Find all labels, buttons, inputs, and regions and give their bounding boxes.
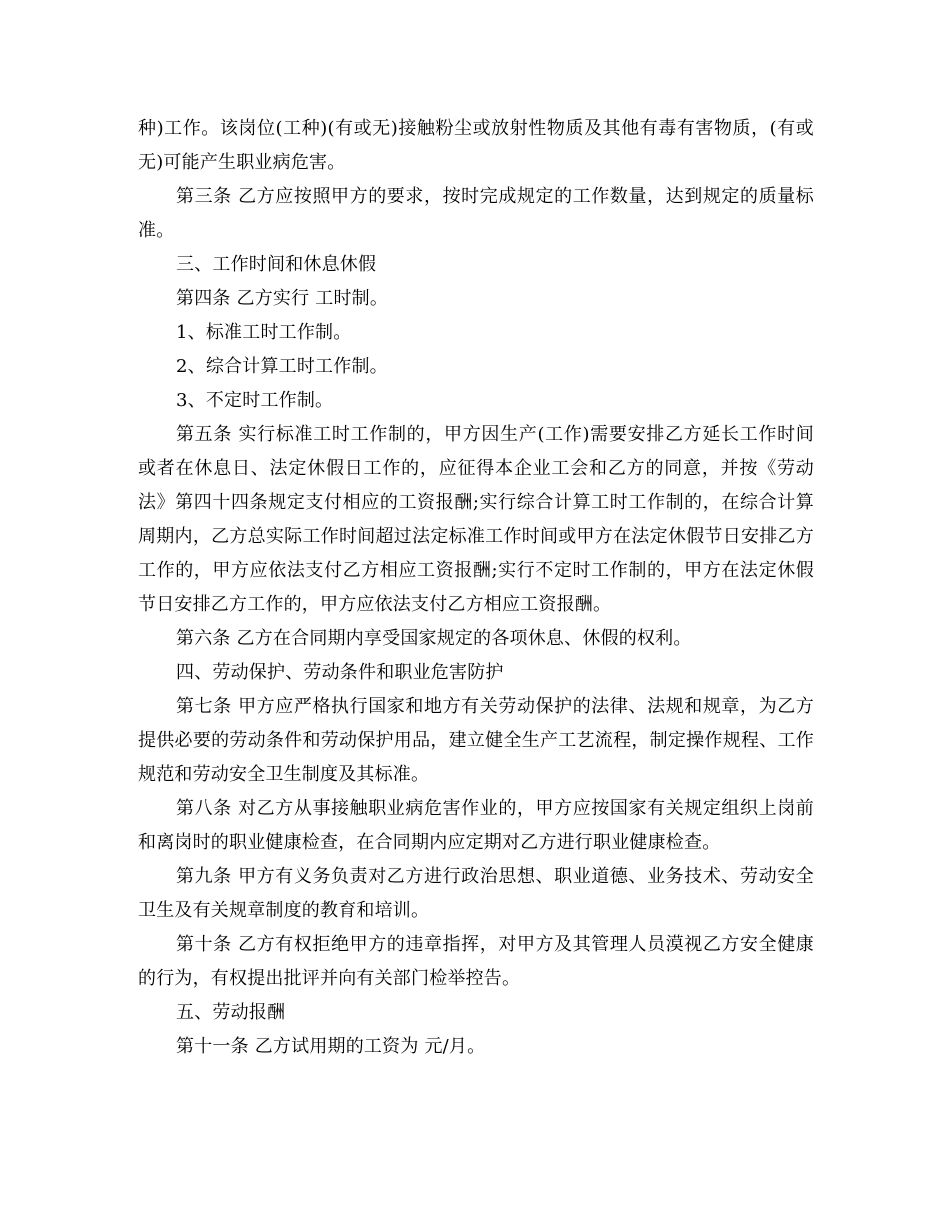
section-heading-3: 三、工作时间和休息休假	[176, 254, 377, 275]
article-6: 第六条 乙方在合同期内享受国家规定的各项休息、休假的权利。	[176, 628, 692, 649]
article-8: 第八条 对乙方从事接触职业病危害作业的，甲方应按国家有关规定组织上岗前和离岗时的职业健康检查，在合同期内应定期对乙方进行职业健康检查。	[138, 798, 814, 853]
article-9: 第九条 甲方有义务负责对乙方进行政治思想、职业道德、业务技术、劳动安全卫生及有关规章制度的教育和培训。	[138, 866, 814, 921]
section-heading-4: 四、劳动保护、劳动条件和职业危害防护	[176, 662, 504, 683]
article-7: 第七条 甲方应严格执行国家和地方有关劳动保护的法律、法规和规章，为乙方提供必要的劳动条件和劳动保护用品，建立健全生产工艺流程，制定操作规程、工作规范和劳动安全卫生制度及其标准。	[138, 696, 814, 785]
list-item-1: 1、标准工时工作制。	[176, 322, 352, 343]
list-item-3: 3、不定时工作制。	[176, 390, 334, 411]
article-10: 第十条 乙方有权拒绝甲方的违章指挥，对甲方及其管理人员漠视乙方安全健康的行为，有权提出批评并向有关部门检举控告。	[138, 934, 814, 989]
article-4: 第四条 乙方实行 工时制。	[176, 288, 389, 309]
paragraph-continuation: 种)工作。该岗位(工种)(有或无)接触粉尘或放射性物质及其他有毒有害物质，(有或无)可能产生职业病危害。	[138, 118, 814, 173]
article-11: 第十一条 乙方试用期的工资为 元/月。	[176, 1036, 486, 1057]
article-3: 第三条 乙方应按照甲方的要求，按时完成规定的工作数量，达到规定的质量标准。	[138, 186, 814, 241]
list-item-2: 2、综合计算工时工作制。	[176, 356, 388, 377]
article-5: 第五条 实行标准工时工作制的，甲方因生产(工作)需要安排乙方延长工作时间或者在休息日、法定休假日工作的，应征得本企业工会和乙方的同意，并按《劳动法》第四十四条规定支付相应的工资报酬;实行综合计算工时工作制的，在综合计算周期内，乙方总实际工作时间超过法定标准工作时间或甲方在法定休假节日安排乙方工作的，甲方应依法支付乙方相应工资报酬;实行不定时工作制的，甲方在法定休假节日安排乙方工作的，甲方应依法支付乙方相应工资报酬。	[138, 424, 814, 615]
section-heading-5: 五、劳动报酬	[176, 1002, 286, 1023]
document-body	[138, 112, 814, 1064]
